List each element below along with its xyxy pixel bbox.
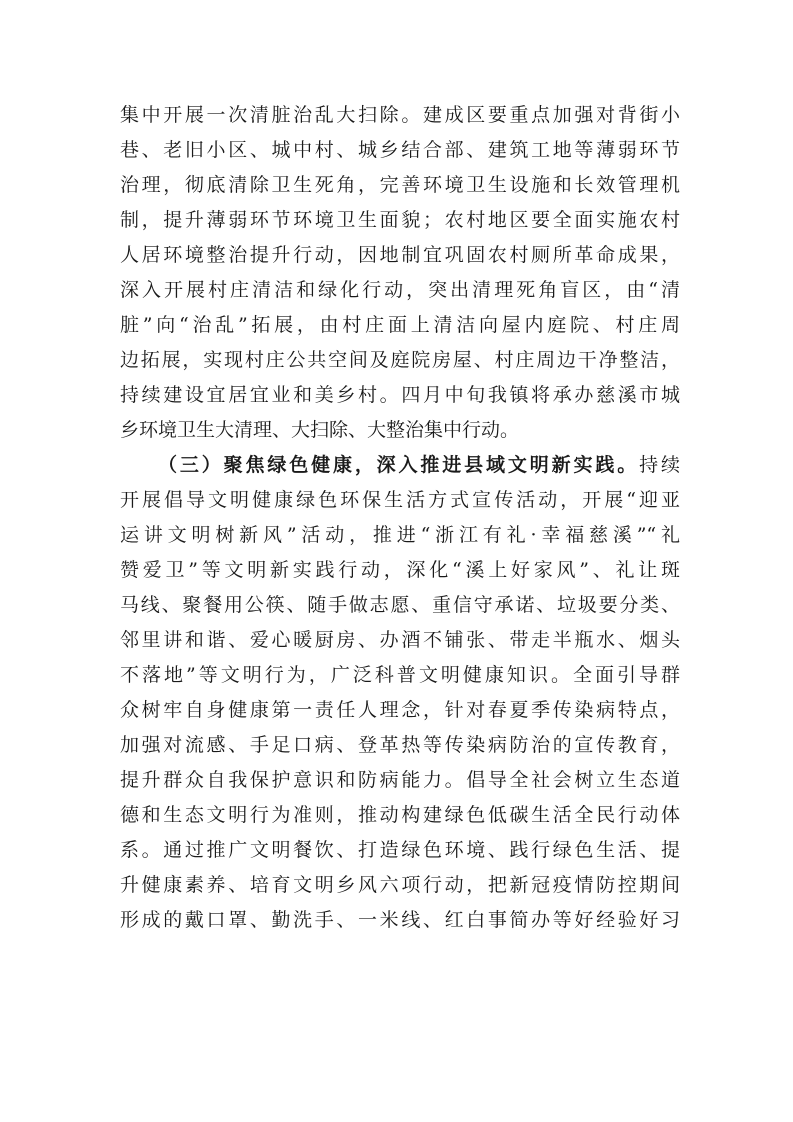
text-line: 运讲文明树新风”活动，推进“浙江有礼·幸福慈溪”“礼	[120, 524, 680, 546]
text-line: 德和生态文明行为准则，推动构建绿色低碳生活全民行动体	[120, 804, 680, 826]
text-line: 不落地”等文明行为，广泛科普文明健康知识。全面引导群	[120, 664, 680, 686]
text-line: 集中开展一次清脏治乱大扫除。建成区要重点加强对背街小	[120, 104, 680, 126]
text-line: 制，提升薄弱环节环境卫生面貌；农村地区要全面实施农村	[120, 209, 680, 231]
heading-line-rest: 持续	[639, 454, 680, 476]
text-line: 开展倡导文明健康绿色环保生活方式宣传活动，开展“迎亚	[120, 489, 680, 511]
text-line: 边拓展，实现村庄公共空间及庭院房屋、村庄周边干净整洁，	[120, 349, 680, 371]
document-body	[120, 98, 680, 938]
text-line: 脏”向“治乱”拓展，由村庄面上清洁向屋内庭院、村庄周	[120, 314, 680, 336]
text-line: 人居环境整治提升行动，因地制宜巩固农村厕所革命成果，	[120, 244, 680, 266]
text-line: 深入开展村庄清洁和绿化行动，突出清理死角盲区，由“清	[120, 279, 680, 301]
section-heading-line	[120, 448, 680, 483]
text-line: 加强对流感、手足口病、登革热等传染病防治的宣传教育，	[120, 734, 680, 756]
text-line: 提升群众自我保护意识和防病能力。倡导全社会树立生态道	[120, 769, 680, 791]
text-line: 治理，彻底清除卫生死角，完善环境卫生设施和长效管理机	[120, 174, 680, 196]
text-line: 系。通过推广文明餐饮、打造绿色环境、践行绿色生活、提	[120, 839, 680, 861]
text-line: 邻里讲和谐、爱心暖厨房、办酒不铺张、带走半瓶水、烟头	[120, 629, 680, 651]
text-line: 持续建设宜居宜业和美乡村。四月中旬我镇将承办慈溪市城	[120, 384, 680, 406]
text-line: 赞爱卫”等文明新实践行动，深化“溪上好家风”、礼让斑	[120, 559, 680, 581]
text-line: 升健康素养、培育文明乡风六项行动，把新冠疫情防控期间	[120, 874, 680, 896]
text-line: 形成的戴口罩、勤洗手、一米线、红白事简办等好经验好习	[120, 909, 680, 931]
section-heading: （三）聚焦绿色健康，深入推进县域文明新实践。	[158, 454, 640, 476]
paragraph-1	[120, 98, 680, 448]
text-line: 巷、老旧小区、城中村、城乡结合部、建筑工地等薄弱环节	[120, 139, 680, 161]
text-line: 众树牢自身健康第一责任人理念，针对春夏季传染病特点，	[120, 699, 680, 721]
paragraph-2	[120, 448, 680, 938]
text-line: 马线、聚餐用公筷、随手做志愿、重信守承诺、垃圾要分类、	[120, 594, 680, 616]
text-line: 乡环境卫生大清理、大扫除、大整治集中行动。	[120, 419, 520, 441]
